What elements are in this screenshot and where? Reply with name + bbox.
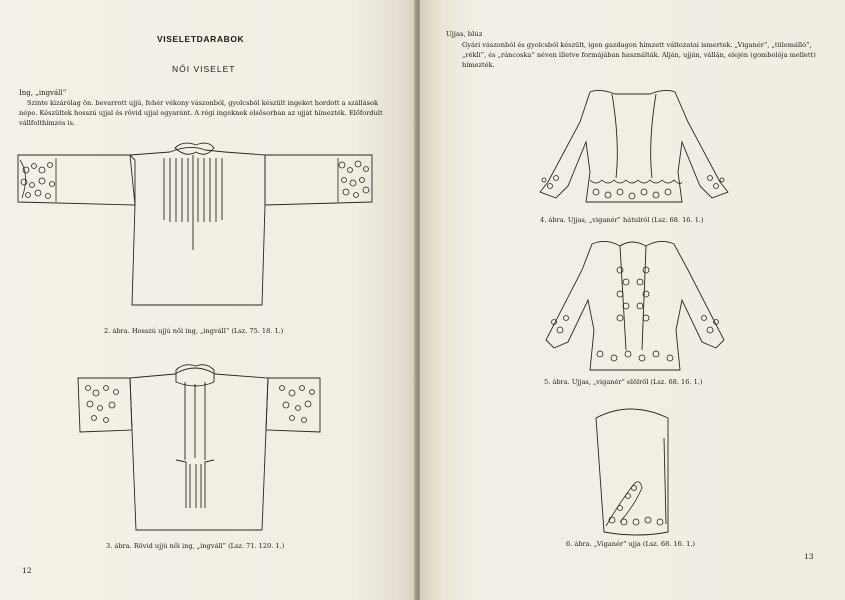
paragraph-line: népe. Készültek hosszú ujjal és rövid ujjal egyaránt. A régi ingeknek elsősorban az ujját hímezték. Előfordult: [19, 109, 383, 117]
item-title: Ing, „ingváll”: [19, 89, 67, 97]
paragraph-line: hímezték.: [462, 61, 495, 69]
subsection-title: NŐI VISELET: [172, 64, 236, 74]
figure-long-sleeve-shirt: [0, 140, 418, 340]
page-number-left: 12: [22, 566, 32, 575]
figure-6-caption: 6. ábra. „Viganér” ujja (Lsz. 68. 16. 1.): [566, 540, 695, 548]
paragraph-line: Szinte kizárólag ön. bevarrott ujjú, fehér vékony vászonból, gyolcsból készült ingeket hordott a szállások: [27, 99, 378, 107]
figure-5-caption: 5. ábra. Ujjas, „viganér” elölről (Lsz. 68. 16. 1.): [544, 378, 703, 386]
page-number-right: 13: [804, 552, 814, 561]
figure-viganer-front: [420, 230, 845, 370]
figure-4-caption: 4. ábra. Ujjas, „viganér” hátulról (Lsz. 68. 16. 1.): [540, 216, 704, 224]
figure-2-caption: 2. ábra. Hosszú ujjú női ing, „ingváll” (Lsz. 75. 18. 1.): [104, 327, 284, 335]
paragraph-line: vállfolthímzés is.: [19, 119, 76, 127]
left-page: [0, 0, 418, 600]
figure-short-sleeve-shirt: [0, 360, 418, 530]
paragraph-line: Gyári vászonból és gyolcsból készült, igen gazdagon hímzett változatai ismertek. „Viganér”, „tülemálló”,: [462, 41, 812, 49]
figure-viganer-sleeve: [420, 398, 845, 538]
item-title: Ujjas, blúz: [446, 30, 483, 38]
paragraph-line: „rékli”, és „ráncoska” néven illetve formájában használták. Alján, ujján, vállán, elején (gombolója mellett): [462, 51, 816, 59]
section-title: VISELETDARABOK: [157, 34, 245, 44]
figure-viganer-back: [420, 82, 845, 222]
right-page: [420, 0, 845, 600]
figure-3-caption: 3. ábra. Rövid ujjú női ing, „ingváll” (Lsz. 71. 120. 1.): [106, 542, 285, 550]
